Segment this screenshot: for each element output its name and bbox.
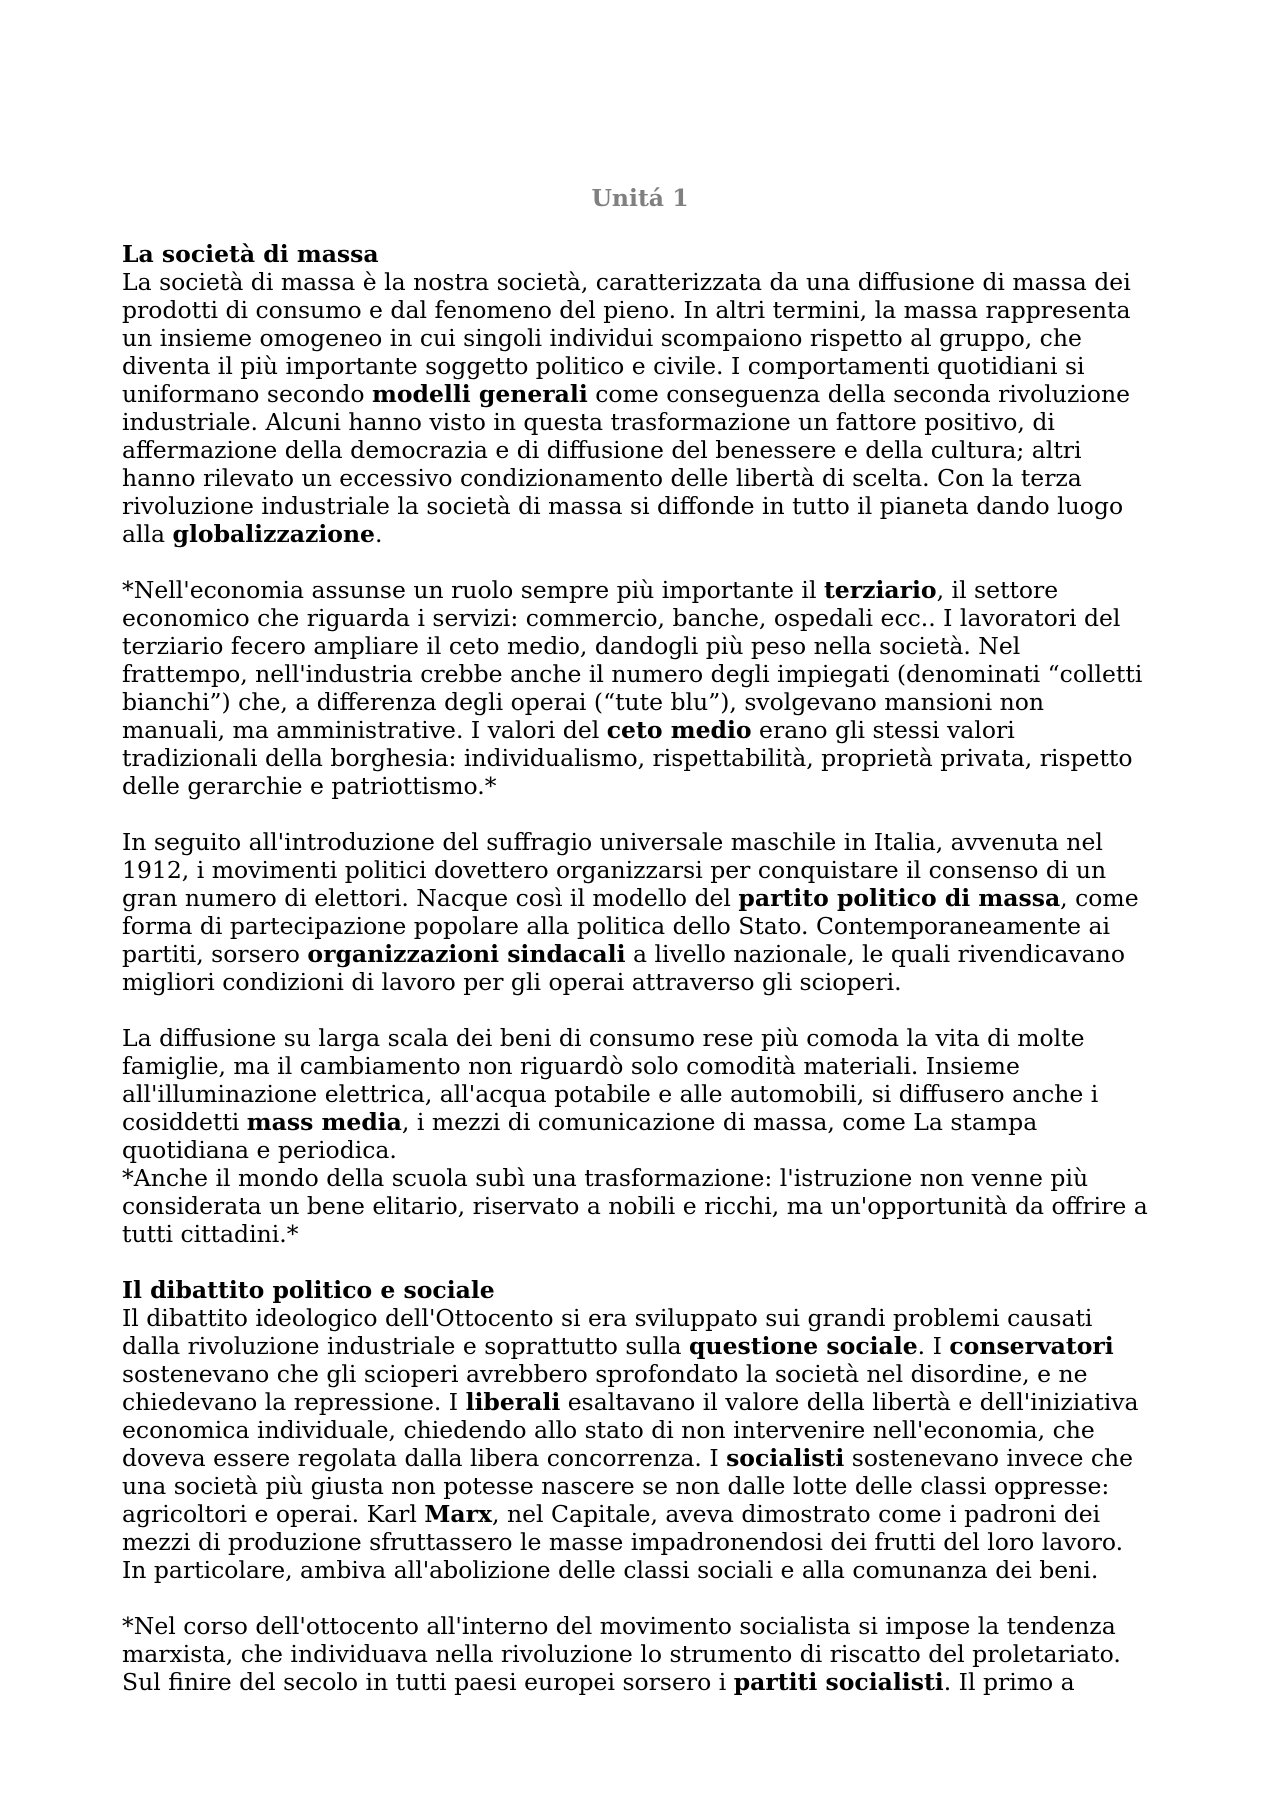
section-societa-di-massa	[122, 240, 1240, 1248]
text-run: *Nel corso dell'ottocento all'interno del movimento socialista si impose la tendenza marxista, che individuava nella rivoluzione lo strumento di riscatto del proletariato. Sul finire del secolo in tutti paesi europei sorsero i	[122, 1612, 1121, 1696]
bold-term: organizzazioni sindacali	[307, 940, 626, 968]
text-run: *Nell'economia assunse un ruolo sempre più importante il	[122, 576, 824, 604]
document-body	[122, 240, 1240, 1696]
text-run: Il dibattito ideologico dell'Ottocento si era sviluppato sui grandi problemi causati dalla rivoluzione industriale e soprattutto sulla	[122, 1304, 1093, 1360]
text-run: . Il primo a	[943, 1668, 1075, 1696]
text-run: .	[374, 520, 383, 548]
paragraph	[122, 828, 1240, 996]
paragraph	[122, 1164, 1240, 1248]
text-run: , il settore economico che riguarda i servizi: commercio, banche, ospedali ecc.. I lavoratori del terziario fecero ampliare il ceto medio, dandogli più peso nella società. Nel frattempo, nell'industria crebbe anche il numero degli impiegati (denominati “colletti bianchi”) che, a differenza degli operai (“tute blu”), svolgevano mansioni non manuali, ma amministrative. I valori del	[122, 576, 1143, 744]
bold-term: ceto medio	[606, 716, 752, 744]
text-run: , come forma di partecipazione popolare alla politica dello Stato. Contemporaneamente ai partiti, sorsero	[122, 884, 1139, 968]
text-run: . I	[917, 1332, 950, 1360]
section-heading: Il dibattito politico e sociale	[122, 1276, 495, 1304]
bold-term: conservatori	[949, 1332, 1114, 1360]
document-title: Unitá 1	[591, 184, 689, 212]
text-run: La società di massa è la nostra società, caratterizzata da una diffusione di massa dei prodotti di consumo e dal fenomeno del pieno. In altri termini, la massa rappresenta un insieme omogeneo in cui singoli individui scompaiono rispetto al gruppo, che diventa il più importante soggetto politico e civile. I comportamenti quotidiani si uniformano secondo	[122, 268, 1131, 408]
section-dibattito-politico-e-sociale	[122, 1276, 1240, 1696]
text-run: La diffusione su larga scala dei beni di consumo rese più comoda la vita di molte famiglie, ma il cambiamento non riguardò solo comodità materiali. Insieme all'illuminazione elettrica, all'acqua potabile e alle automobili, si diffusero anche i cosiddetti	[122, 1024, 1099, 1136]
paragraph	[122, 1024, 1240, 1164]
text-run: esaltavano il valore della libertà e dell'iniziativa economica individuale, chiedendo allo stato di non intervenire nell'economia, che doveva essere regolata dalla libera concorrenza. I	[122, 1388, 1139, 1472]
paragraph	[122, 1612, 1240, 1696]
text-run: , i mezzi di comunicazione di massa, come La stampa quotidiana e periodica.	[122, 1108, 1038, 1164]
bold-term: modelli generali	[372, 380, 588, 408]
bold-term: terziario	[823, 576, 937, 604]
paragraph	[122, 1304, 1240, 1584]
bold-term: questione sociale	[689, 1332, 918, 1360]
text-run: In seguito all'introduzione del suffragio universale maschile in Italia, avvenuta nel 1912, i movimenti politici dovettero organizzarsi per conquistare il consenso di un gran numero di elettori. Nacque così il modello del	[122, 828, 1107, 912]
text-run: sostenevano che gli scioperi avrebbero sprofondato la società nel disordine, e ne chiedevano la repressione. I	[122, 1360, 1088, 1416]
text-run: sostenevano invece che una società più giusta non potesse nascere se non dalle lotte delle classi oppresse: agricoltori e operai. Karl	[122, 1444, 1134, 1528]
text-run: erano gli stessi valori tradizionali della borghesia: individualismo, rispettabilità, proprietà privata, rispetto delle gerarchie e patriottismo.*	[122, 716, 1133, 800]
bold-term: liberali	[465, 1388, 561, 1416]
bold-term: partiti socialisti	[733, 1668, 944, 1696]
text-run: come conseguenza della seconda rivoluzione industriale. Alcuni hanno visto in questa trasformazione un fattore positivo, di affermazione della democrazia e di diffusione del benessere e della cultura; altri hanno rilevato un eccessivo condizionamento delle libertà di scelta. Con la terza rivoluzione industriale la società di massa si diffonde in tutto il pianeta dando luogo alla	[122, 380, 1131, 548]
bold-term: partito politico di massa	[738, 884, 1061, 912]
text-run: , nel Capitale, aveva dimostrato come i padroni dei mezzi di produzione sfruttassero le masse impadronendosi dei frutti del loro lavoro. In particolare, ambiva all'abolizione delle classi sociali e alla comunanza dei beni.	[122, 1500, 1124, 1584]
bold-term: mass media	[246, 1108, 402, 1136]
text-run: *Anche il mondo della scuola subì una trasformazione: l'istruzione non venne più considerata un bene elitario, riservato a nobili e ricchi, ma un'opportunità da offrire a tutti cittadini.*	[122, 1164, 1148, 1248]
paragraph	[122, 268, 1240, 548]
bold-term: globalizzazione	[172, 520, 375, 548]
text-run: a livello nazionale, le quali rivendicavano migliori condizioni di lavoro per gli operai attraverso gli scioperi.	[122, 940, 1125, 996]
section-heading: La società di massa	[122, 240, 379, 268]
paragraph	[122, 576, 1240, 800]
bold-term: Marx	[424, 1500, 493, 1528]
bold-term: socialisti	[726, 1444, 845, 1472]
